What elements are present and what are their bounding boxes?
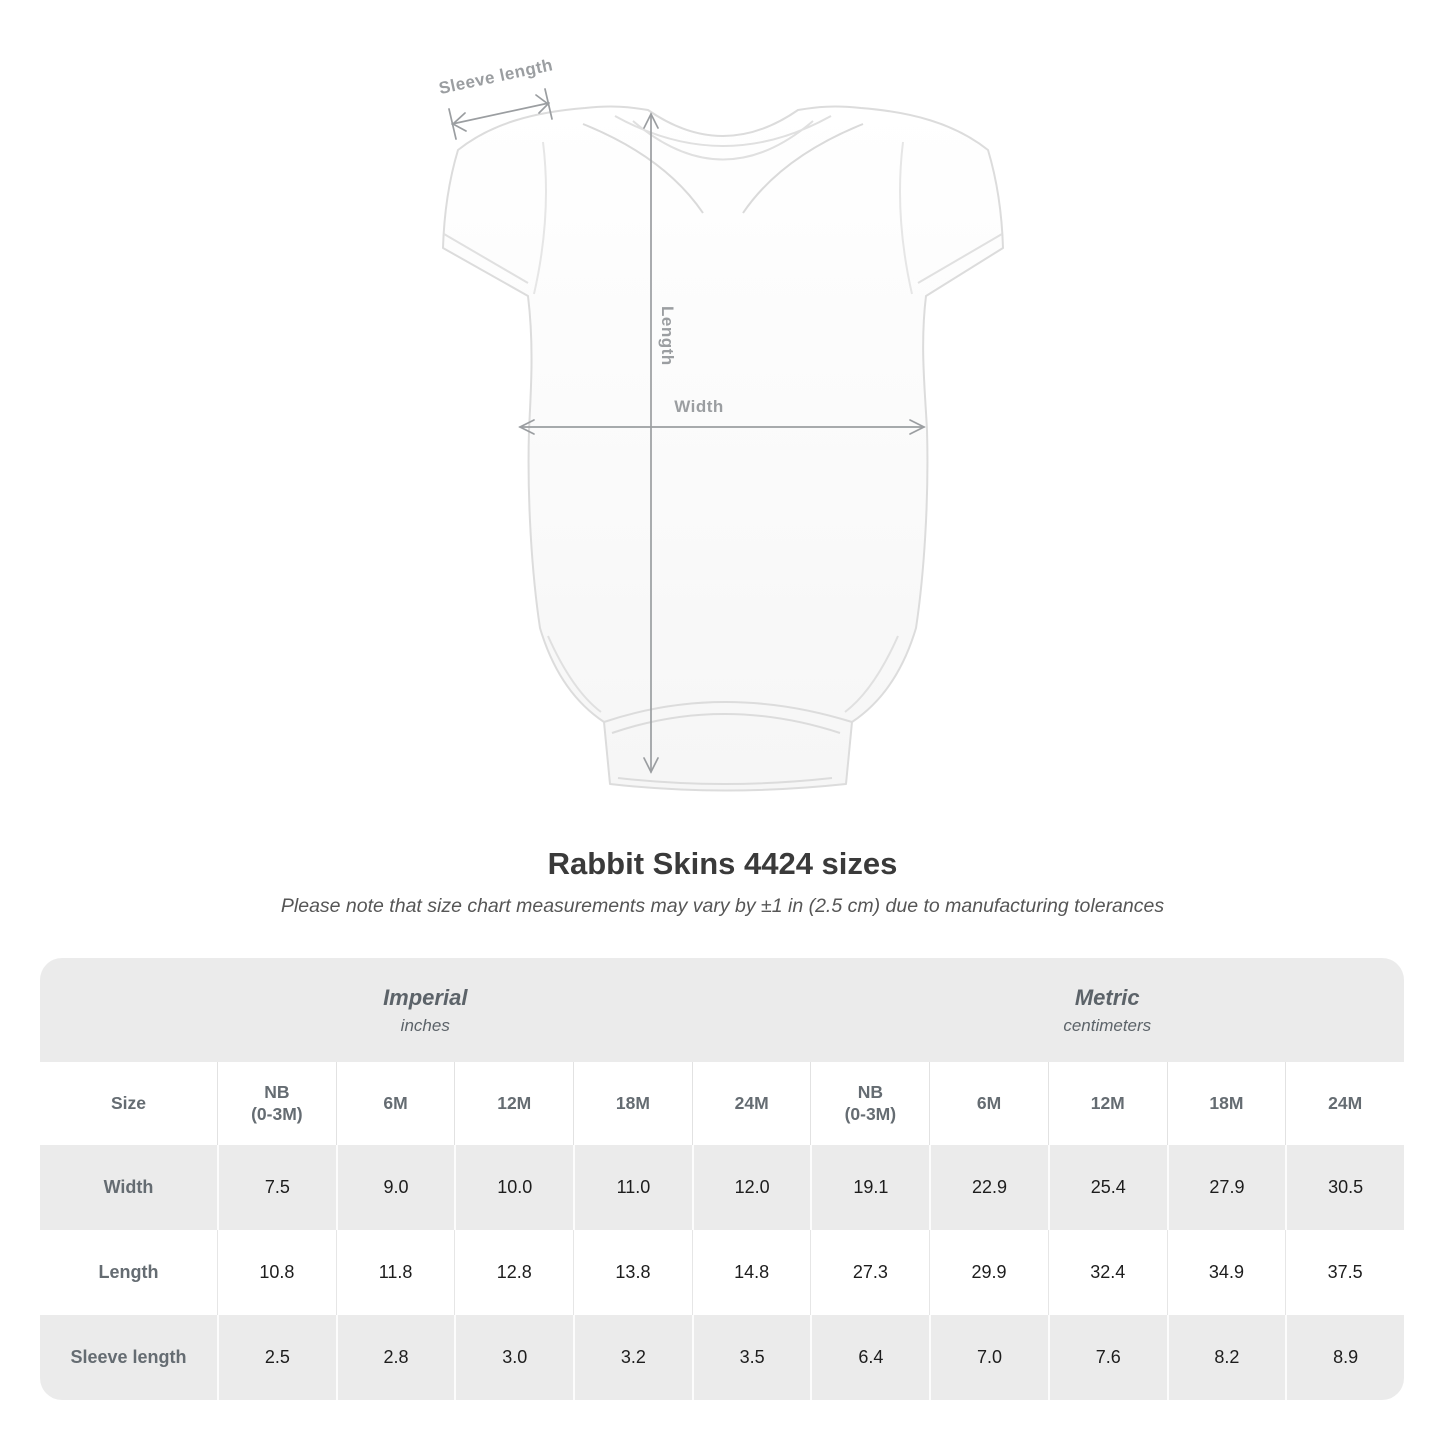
size-table — [40, 958, 1404, 1400]
table-cell: 3.2 — [573, 1315, 692, 1400]
column-header-line1: 6M — [383, 1092, 408, 1113]
column-header-line2: (0-3M) — [844, 1103, 897, 1124]
table-cell: 29.9 — [929, 1230, 1048, 1315]
table-cell: 9.0 — [336, 1145, 455, 1230]
column-header — [810, 1062, 929, 1145]
column-header — [1048, 1062, 1167, 1145]
unit-group-imperial — [40, 958, 811, 1062]
unit-group-band — [40, 958, 1404, 1062]
table-cell: 10.0 — [454, 1145, 573, 1230]
row-label: Width — [103, 1177, 154, 1198]
width-label: Width — [674, 397, 724, 416]
column-header — [1167, 1062, 1286, 1145]
sleeve-length-label: Sleeve length — [437, 55, 555, 98]
table-cell: 11.8 — [336, 1230, 455, 1315]
table-cell: 32.4 — [1048, 1230, 1167, 1315]
tolerance-note: Please note that size chart measurements may vary by ±1 in (2.5 cm) due to manufacturing tolerances — [280, 895, 1165, 917]
column-header-line1: 6M — [976, 1092, 1002, 1113]
unit-group-metric — [811, 958, 1405, 1062]
length-label: Length — [658, 306, 677, 366]
table-row-length — [40, 1230, 1404, 1315]
column-header-line1: 18M — [615, 1092, 650, 1113]
column-header-line1: NB — [857, 1081, 883, 1102]
column-header-line1: 12M — [1090, 1092, 1125, 1113]
table-row-sleeve-length — [40, 1315, 1404, 1400]
unit-group-unit: centimeters — [1063, 1015, 1152, 1035]
table-row-width — [40, 1145, 1404, 1230]
table-cell: 12.0 — [692, 1145, 811, 1230]
table-cell: 3.5 — [692, 1315, 811, 1400]
table-cell: 7.5 — [217, 1145, 336, 1230]
table-cell: 11.0 — [573, 1145, 692, 1230]
table-cell: 27.3 — [810, 1230, 929, 1315]
column-header-row — [40, 1062, 1404, 1145]
table-cell: 7.0 — [929, 1315, 1048, 1400]
table-cell: 3.0 — [454, 1315, 573, 1400]
unit-group-unit: inches — [400, 1015, 450, 1035]
table-cell: 30.5 — [1285, 1145, 1404, 1230]
column-header-line1: 24M — [734, 1092, 769, 1113]
table-cell: 19.1 — [810, 1145, 929, 1230]
column-header — [217, 1062, 336, 1145]
table-cell: 37.5 — [1285, 1230, 1404, 1315]
size-column-header: Size — [110, 1092, 147, 1113]
column-header — [1285, 1062, 1404, 1145]
table-cell: 25.4 — [1048, 1145, 1167, 1230]
unit-group-label: Metric — [1074, 984, 1140, 1010]
table-cell: 13.8 — [573, 1230, 692, 1315]
column-header — [454, 1062, 573, 1145]
column-header-line1: 24M — [1328, 1092, 1363, 1113]
column-header-line1: 12M — [497, 1092, 532, 1113]
column-header — [573, 1062, 692, 1145]
column-header-line1: NB — [264, 1081, 290, 1102]
table-cell: 2.8 — [336, 1315, 455, 1400]
unit-group-label: Imperial — [383, 984, 468, 1010]
table-cell: 27.9 — [1167, 1145, 1286, 1230]
column-header — [929, 1062, 1048, 1145]
column-header — [336, 1062, 455, 1145]
column-header-line2: (0-3M) — [251, 1103, 303, 1124]
table-cell: 22.9 — [929, 1145, 1048, 1230]
table-cell: 10.8 — [217, 1230, 336, 1315]
table-cell: 14.8 — [692, 1230, 811, 1315]
table-cell: 8.9 — [1285, 1315, 1404, 1400]
onesie-illustration — [443, 107, 1003, 791]
row-label: Sleeve length — [70, 1347, 187, 1368]
table-cell: 8.2 — [1167, 1315, 1286, 1400]
table-cell: 2.5 — [217, 1315, 336, 1400]
table-cell: 7.6 — [1048, 1315, 1167, 1400]
table-cell: 6.4 — [810, 1315, 929, 1400]
column-header-line1: 18M — [1209, 1092, 1244, 1113]
row-label: Length — [98, 1262, 159, 1283]
table-cell: 12.8 — [454, 1230, 573, 1315]
column-header — [692, 1062, 811, 1145]
page-title: Rabbit Skins 4424 sizes — [547, 846, 898, 881]
table-cell: 34.9 — [1167, 1230, 1286, 1315]
